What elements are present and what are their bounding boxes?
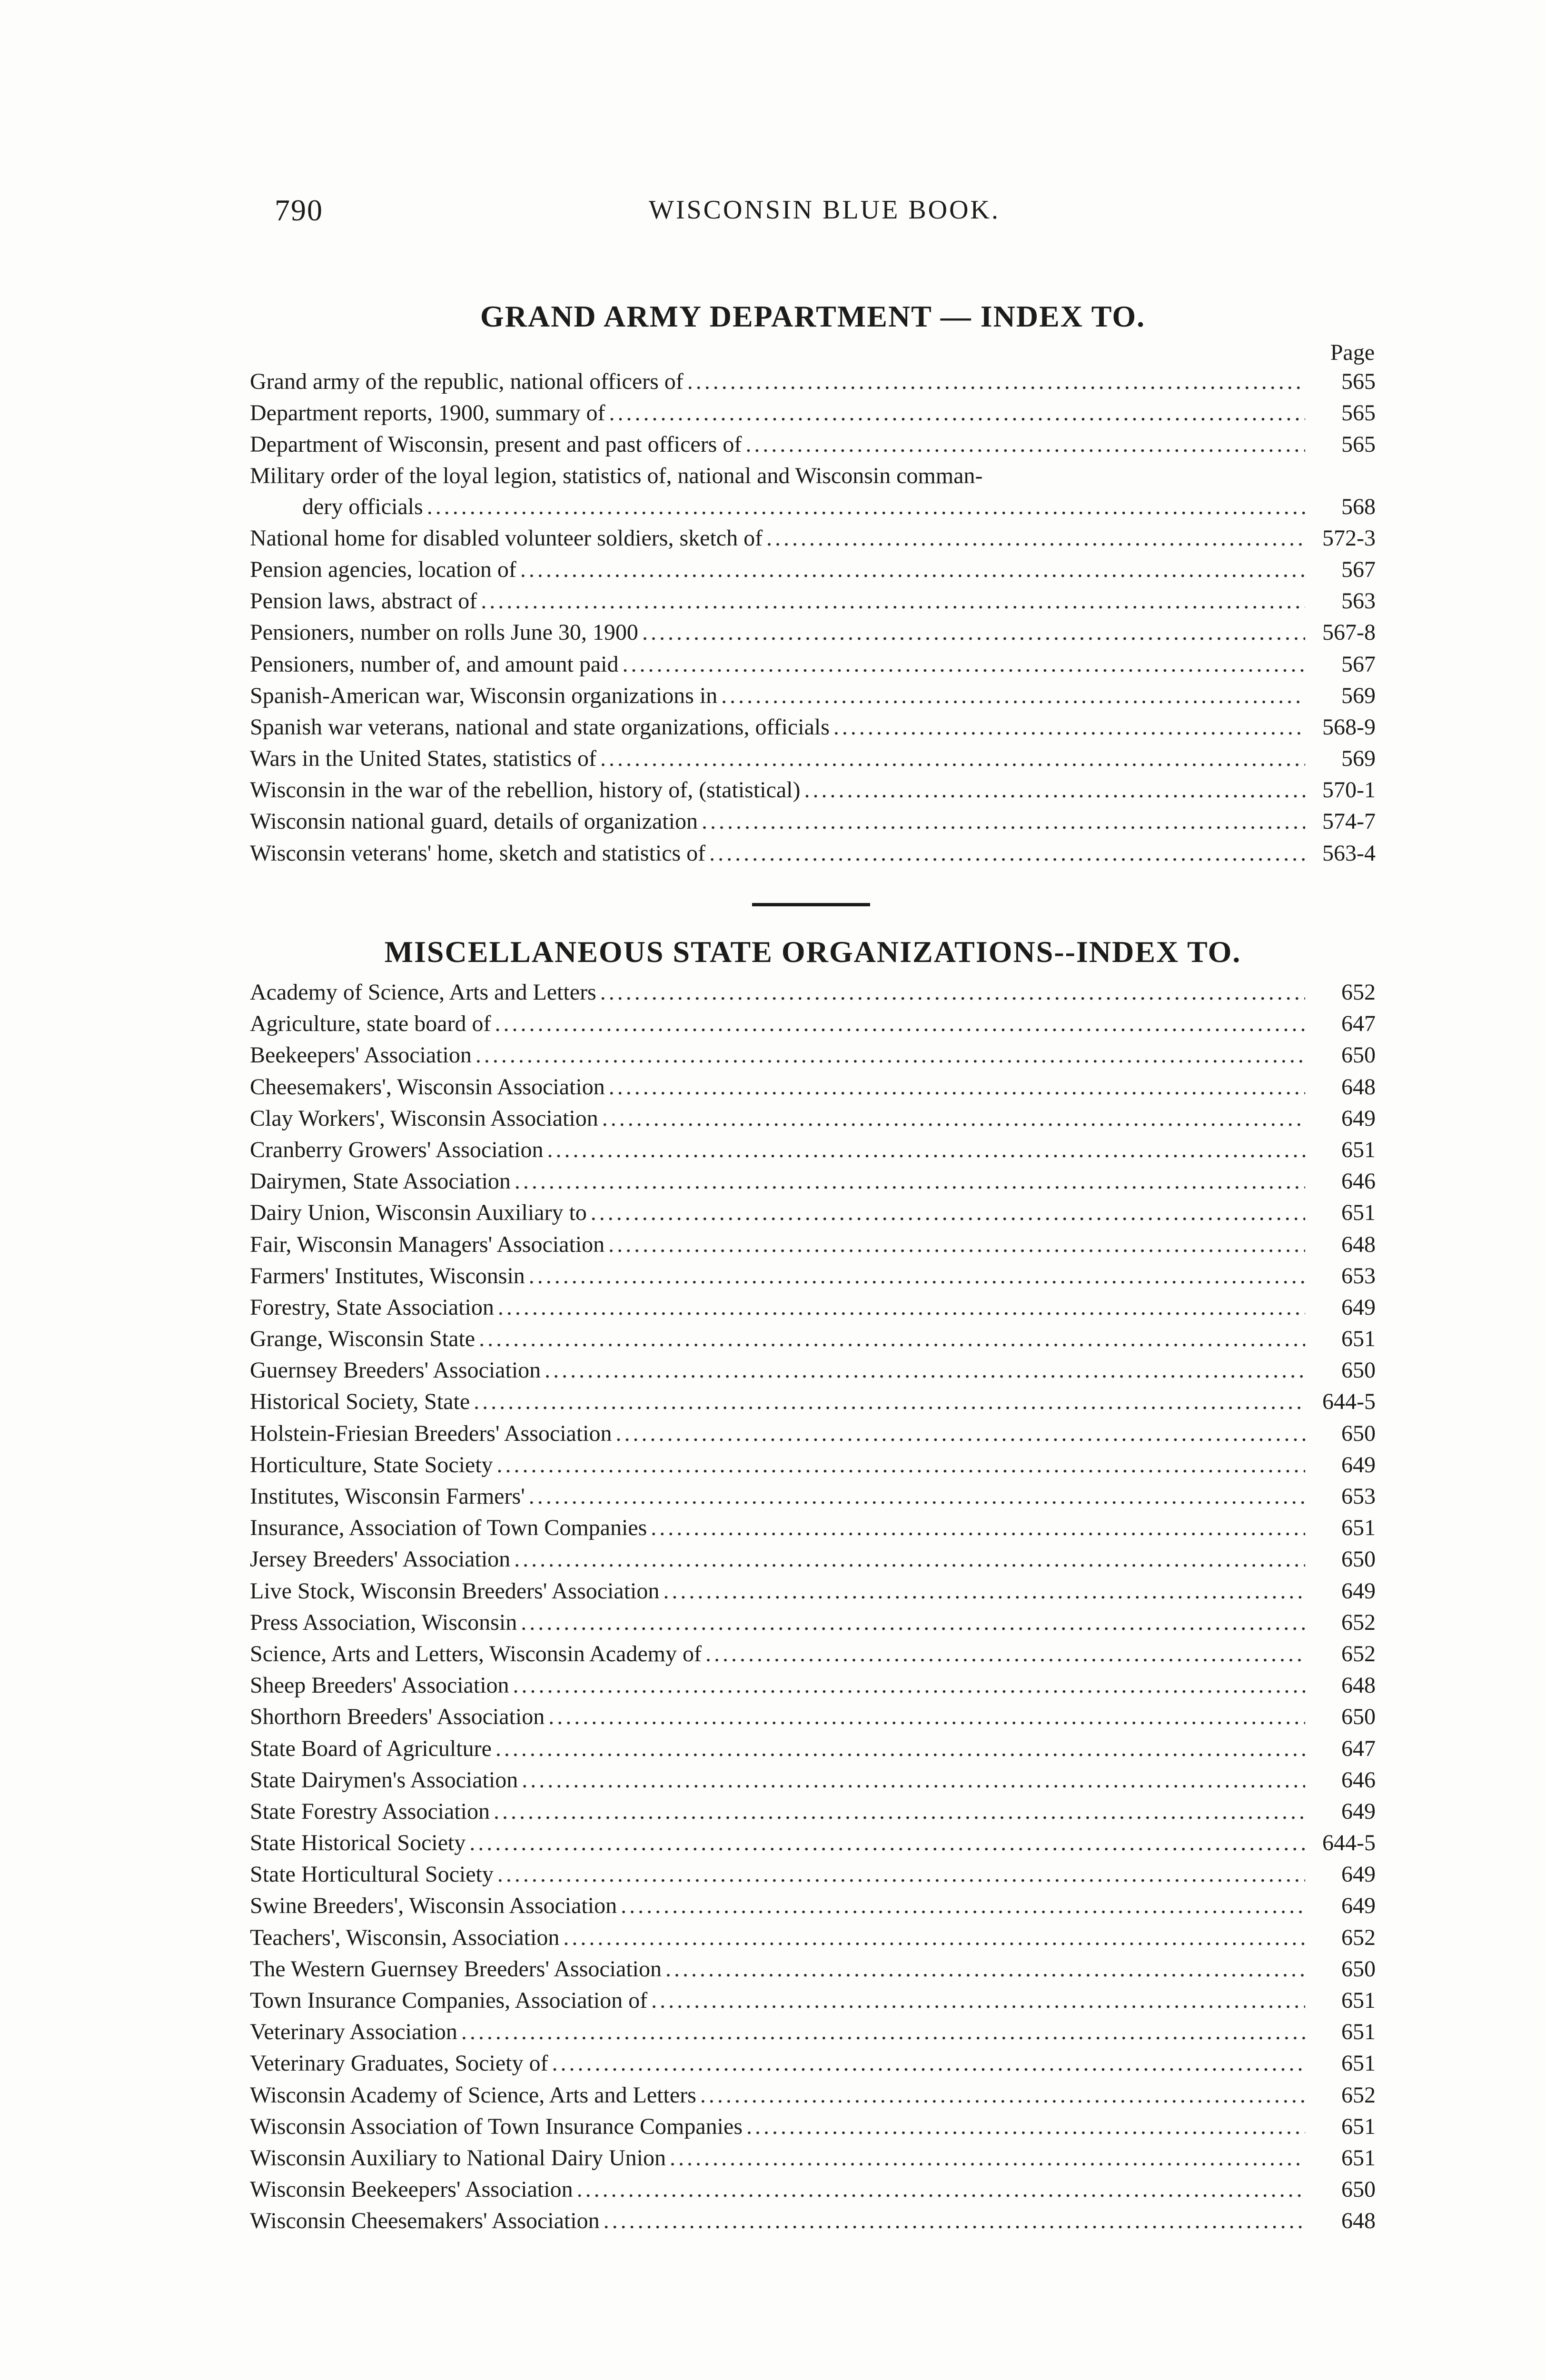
index-entry xyxy=(250,1576,1376,1607)
index-entry-page: 648 xyxy=(1341,1231,1376,1257)
index-entry-page: 652 xyxy=(1341,1641,1376,1666)
index-entry-page: 649 xyxy=(1341,1798,1376,1824)
index-entry xyxy=(250,1229,1376,1260)
index-entry-title: Spanish war veterans, national and state organizations, officials xyxy=(250,714,830,740)
index-entry xyxy=(250,429,1376,460)
index-entry-title: Military order of the loyal legion, statistics of, national and Wisconsin comman- xyxy=(250,463,983,488)
dot-leader xyxy=(552,2048,1305,2079)
dot-leader xyxy=(469,1827,1305,1859)
index-entry-page: 649 xyxy=(1341,1105,1376,1131)
index-entry xyxy=(250,1386,1376,1418)
index-entry-title: Wisconsin Cheesemakers' Association xyxy=(250,2208,600,2234)
index-entry-page: 572-3 xyxy=(1322,525,1376,551)
index-entry-page: 651 xyxy=(1341,2051,1376,2076)
index-entry xyxy=(250,1481,1376,1512)
index-entry-title: Wisconsin veterans' home, sketch and statistics of xyxy=(250,840,706,866)
dot-leader xyxy=(609,397,1305,429)
dot-leader xyxy=(623,649,1305,680)
index-entry-page: 650 xyxy=(1341,1042,1376,1068)
index-entry xyxy=(250,1701,1376,1733)
index-entry-title: State Board of Agriculture xyxy=(250,1735,492,1761)
dot-leader xyxy=(515,1166,1305,1197)
index-entry-page: 644-5 xyxy=(1322,1389,1376,1415)
index-entry-page: 649 xyxy=(1341,1578,1376,1604)
dot-leader xyxy=(474,1386,1305,1418)
index-entry xyxy=(250,838,1376,869)
dot-leader xyxy=(514,1544,1305,1575)
index-entry-title: Cheesemakers', Wisconsin Association xyxy=(250,1074,605,1100)
index-entry xyxy=(250,1449,1376,1481)
index-entry-title: State Horticultural Society xyxy=(250,1862,494,1887)
index-entry-title: Veterinary Association xyxy=(250,2019,457,2045)
index-entry-title: Pensioners, number of, and amount paid xyxy=(250,651,619,677)
index-entry xyxy=(250,1134,1376,1166)
dot-leader xyxy=(746,2111,1305,2142)
index-entry-page: 650 xyxy=(1341,1547,1376,1572)
index-entry-title: Cranberry Growers' Association xyxy=(250,1137,544,1162)
dot-leader xyxy=(481,585,1305,617)
index-entry-page: 563-4 xyxy=(1322,840,1376,866)
index-entry-title: Shorthorn Breeders' Association xyxy=(250,1704,545,1730)
dot-leader xyxy=(804,774,1305,806)
index-entry-title: Clay Workers', Wisconsin Association xyxy=(250,1105,598,1131)
index-entry xyxy=(250,1765,1376,1796)
index-entry-page: 651 xyxy=(1341,2113,1376,2139)
index-entry xyxy=(250,712,1376,743)
index-entry xyxy=(250,523,1376,554)
dot-leader xyxy=(600,743,1305,774)
dot-leader xyxy=(497,1449,1305,1481)
index-entry-page: 649 xyxy=(1341,1862,1376,1887)
index-entry xyxy=(250,2080,1376,2111)
index-entry-page: 652 xyxy=(1341,1924,1376,1950)
index-entry-page: 646 xyxy=(1341,1169,1376,1194)
index-entry-title: Forestry, State Association xyxy=(250,1294,494,1320)
index-entry xyxy=(250,1890,1376,1922)
index-entry-title: Academy of Science, Arts and Letters xyxy=(250,980,596,1005)
index-entry xyxy=(250,977,1376,1008)
page-header xyxy=(275,193,1374,236)
index-entry-page: 567 xyxy=(1341,651,1376,677)
dot-leader xyxy=(663,1576,1305,1607)
index-entry-page: 565 xyxy=(1341,400,1376,426)
dot-leader xyxy=(665,1954,1305,1985)
index-entry-title: Guernsey Breeders' Association xyxy=(250,1358,541,1383)
dot-leader xyxy=(479,1323,1305,1355)
index-entry-page: 568-9 xyxy=(1322,714,1376,740)
index-entry xyxy=(250,1355,1376,1386)
index-entry-title: National home for disabled volunteer soldiers, sketch of xyxy=(250,525,763,551)
index-entry-page: 646 xyxy=(1341,1767,1376,1793)
misc-organizations-index-title: MISCELLANEOUS STATE ORGANIZATIONS--INDEX TO. xyxy=(384,935,1241,969)
index-entry-title: Grange, Wisconsin State xyxy=(250,1326,476,1352)
dot-leader xyxy=(461,2016,1305,2048)
index-entry-title: Holstein-Friesian Breeders' Association xyxy=(250,1420,612,1446)
dot-leader xyxy=(496,1733,1305,1765)
index-entry xyxy=(250,2142,1376,2174)
index-entry-title: Institutes, Wisconsin Farmers' xyxy=(250,1484,525,1509)
dot-leader xyxy=(702,806,1305,837)
index-entry-title: Horticulture, State Society xyxy=(250,1452,493,1478)
index-entry-page: 568 xyxy=(1341,494,1376,519)
page-number: 790 xyxy=(275,193,323,227)
index-entry xyxy=(250,1260,1376,1292)
dot-leader xyxy=(427,491,1305,523)
dot-leader xyxy=(476,1040,1305,1071)
dot-leader xyxy=(745,429,1305,460)
index-entry-title: Veterinary Graduates, Society of xyxy=(250,2051,548,2076)
index-entry-title: Department of Wisconsin, present and past officers of xyxy=(250,432,742,457)
index-entry xyxy=(250,806,1376,837)
index-entry-page: 650 xyxy=(1341,2177,1376,2202)
dot-leader xyxy=(621,1890,1305,1922)
dot-leader xyxy=(687,366,1305,397)
index-entry-title: Agriculture, state board of xyxy=(250,1011,491,1037)
index-entry-continuation: dery officials xyxy=(302,494,423,519)
index-entry xyxy=(250,2016,1376,2048)
index-entry-page: 647 xyxy=(1341,1735,1376,1761)
dot-leader xyxy=(591,1197,1305,1229)
dot-leader xyxy=(513,1670,1305,1701)
index-entry-page: 644-5 xyxy=(1322,1830,1376,1856)
index-entry-page: 648 xyxy=(1341,1673,1376,1698)
index-entry-title: Wisconsin Auxiliary to National Dairy Union xyxy=(250,2145,666,2171)
dot-leader xyxy=(521,1607,1305,1638)
index-entry-title: Press Association, Wisconsin xyxy=(250,1609,517,1635)
index-entry-page: 574-7 xyxy=(1322,809,1376,834)
index-entry-title: Jersey Breeders' Association xyxy=(250,1547,511,1572)
index-entry xyxy=(250,491,1376,523)
index-entry-title: Spanish-American war, Wisconsin organizations in xyxy=(250,683,718,708)
index-entry xyxy=(250,1323,1376,1355)
index-entry xyxy=(250,1071,1376,1103)
index-entry xyxy=(250,1985,1376,2016)
dot-leader xyxy=(700,2080,1305,2111)
running-title: WISCONSIN BLUE BOOK. xyxy=(649,195,1000,225)
grand-army-index-section xyxy=(250,298,1376,869)
index-entry-page: 563 xyxy=(1341,588,1376,614)
index-entry xyxy=(250,1827,1376,1859)
index-entry-title: Grand army of the republic, national officers of xyxy=(250,369,684,394)
index-entry xyxy=(250,2048,1376,2079)
dot-leader xyxy=(494,1796,1305,1827)
index-entry-page: 650 xyxy=(1341,1420,1376,1446)
index-entry-title: Beekeepers' Association xyxy=(250,1042,472,1068)
index-entry xyxy=(250,1292,1376,1323)
dot-leader xyxy=(721,680,1305,712)
index-entry-title: The Western Guernsey Breeders' Association xyxy=(250,1956,662,1982)
index-entry xyxy=(250,397,1376,429)
index-entry-title: Dairymen, State Association xyxy=(250,1169,511,1194)
index-entry xyxy=(250,1418,1376,1449)
index-entry-page: 570-1 xyxy=(1322,777,1376,803)
index-entry-page: 650 xyxy=(1341,1358,1376,1383)
index-entry xyxy=(250,1040,1376,1071)
index-entry-page: 652 xyxy=(1341,2082,1376,2108)
grand-army-index-list xyxy=(250,366,1376,869)
dot-leader xyxy=(705,1638,1305,1670)
index-entry-page: 651 xyxy=(1341,2019,1376,2045)
index-entry xyxy=(250,1512,1376,1544)
index-entry-title: Wisconsin national guard, details of organization xyxy=(250,809,698,834)
dot-leader xyxy=(529,1260,1305,1292)
index-entry xyxy=(250,585,1376,617)
index-entry xyxy=(250,1544,1376,1575)
index-entry-title: Pension laws, abstract of xyxy=(250,588,477,614)
section-divider xyxy=(752,903,870,906)
index-entry-title: Wisconsin Beekeepers' Association xyxy=(250,2177,573,2202)
dot-leader xyxy=(609,1071,1305,1103)
dot-leader xyxy=(495,1008,1305,1040)
index-entry xyxy=(250,366,1376,397)
index-entry-page: 651 xyxy=(1341,1137,1376,1162)
index-entry-page: 651 xyxy=(1341,2145,1376,2171)
index-entry-title: Wisconsin in the war of the rebellion, history of, (statistical) xyxy=(250,777,801,803)
index-entry xyxy=(250,1954,1376,1985)
dot-leader xyxy=(522,1765,1305,1796)
dot-leader xyxy=(529,1481,1305,1512)
index-entry-page: 652 xyxy=(1341,1609,1376,1635)
index-entry-page: 649 xyxy=(1341,1893,1376,1919)
index-entry-title: Department reports, 1900, summary of xyxy=(250,400,605,426)
index-entry-title: Farmers' Institutes, Wisconsin xyxy=(250,1263,525,1289)
index-entry-title: Teachers', Wisconsin, Association xyxy=(250,1924,560,1950)
index-entry-title: Live Stock, Wisconsin Breeders' Association xyxy=(250,1578,660,1604)
dot-leader xyxy=(608,1229,1305,1260)
index-entry-title: Historical Society, State xyxy=(250,1389,470,1415)
index-entry-title: State Historical Society xyxy=(250,1830,466,1856)
index-entry-title: Sheep Breeders' Association xyxy=(250,1673,509,1698)
dot-leader xyxy=(545,1355,1305,1386)
index-entry-title: Dairy Union, Wisconsin Auxiliary to xyxy=(250,1200,587,1226)
index-entry-page: 651 xyxy=(1341,1200,1376,1226)
dot-leader xyxy=(602,1103,1305,1134)
index-entry-page: 649 xyxy=(1341,1294,1376,1320)
page-column-header: Page xyxy=(1330,340,1375,365)
index-entry xyxy=(250,774,1376,806)
index-entry xyxy=(250,1733,1376,1765)
grand-army-index-title: GRAND ARMY DEPARTMENT — INDEX TO. xyxy=(480,299,1146,333)
index-entry-title: Wisconsin Association of Town Insurance Companies xyxy=(250,2113,743,2139)
index-entry-page: 569 xyxy=(1341,683,1376,708)
misc-organizations-index-section xyxy=(250,933,1376,2237)
index-entry xyxy=(250,1197,1376,1229)
index-entry xyxy=(250,2111,1376,2142)
dot-leader xyxy=(563,1922,1305,1954)
index-entry-title: Swine Breeders', Wisconsin Association xyxy=(250,1893,617,1919)
index-entry xyxy=(250,2205,1376,2237)
index-entry-page: 651 xyxy=(1341,1988,1376,2013)
index-entry-page: 650 xyxy=(1341,1704,1376,1730)
index-entry-title: State Dairymen's Association xyxy=(250,1767,518,1793)
dot-leader xyxy=(651,1512,1305,1544)
misc-organizations-index-list xyxy=(250,977,1376,2237)
index-entry xyxy=(250,1796,1376,1827)
index-entry-page: 649 xyxy=(1341,1452,1376,1478)
index-entry-title: Pension agencies, location of xyxy=(250,556,516,582)
dot-leader xyxy=(616,1418,1306,1449)
index-entry xyxy=(250,1008,1376,1040)
index-entry-page: 652 xyxy=(1341,980,1376,1005)
index-entry-page: 647 xyxy=(1341,1011,1376,1037)
index-entry xyxy=(250,1670,1376,1701)
dot-leader xyxy=(600,977,1305,1008)
dot-leader xyxy=(670,2142,1305,2174)
dot-leader xyxy=(642,617,1305,648)
index-entry-page: 653 xyxy=(1341,1484,1376,1509)
dot-leader xyxy=(833,712,1305,743)
dot-leader xyxy=(547,1134,1306,1166)
index-entry-page: 569 xyxy=(1341,746,1376,772)
index-entry-title: Fair, Wisconsin Managers' Association xyxy=(250,1231,605,1257)
index-entry-page: 653 xyxy=(1341,1263,1376,1289)
index-entry-title: Town Insurance Companies, Association of xyxy=(250,1988,648,2013)
dot-leader xyxy=(497,1859,1305,1890)
index-entry xyxy=(250,1859,1376,1890)
index-entry-page: 565 xyxy=(1341,369,1376,394)
dot-leader xyxy=(548,1701,1305,1733)
index-entry xyxy=(250,1607,1376,1638)
index-entry-page: 567 xyxy=(1341,556,1376,582)
index-entry-title: Wisconsin Academy of Science, Arts and Letters xyxy=(250,2082,696,2108)
index-entry xyxy=(250,649,1376,680)
index-entry-title: Wars in the United States, statistics of xyxy=(250,746,597,772)
index-entry-title: Science, Arts and Letters, Wisconsin Academy of xyxy=(250,1641,702,1666)
index-entry-page: 648 xyxy=(1341,1074,1376,1100)
index-entry-page: 651 xyxy=(1341,1515,1376,1541)
index-entry-page: 648 xyxy=(1341,2208,1376,2234)
dot-leader xyxy=(766,523,1305,554)
index-entry xyxy=(250,1638,1376,1670)
index-entry-page: 567-8 xyxy=(1322,620,1376,645)
dot-leader xyxy=(577,2174,1305,2205)
index-entry xyxy=(250,743,1376,774)
index-entry xyxy=(250,680,1376,712)
index-entry-page: 651 xyxy=(1341,1326,1376,1352)
dot-leader xyxy=(651,1985,1305,2016)
index-entry-title: Insurance, Association of Town Companies xyxy=(250,1515,647,1541)
index-entry xyxy=(250,554,1376,585)
index-entry-title: Pensioners, number on rolls June 30, 1900 xyxy=(250,620,638,645)
index-entry-page: 650 xyxy=(1341,1956,1376,1982)
index-entry xyxy=(250,1103,1376,1134)
index-entry xyxy=(250,617,1376,648)
dot-leader xyxy=(520,554,1305,585)
index-entry-title: State Forestry Association xyxy=(250,1798,490,1824)
dot-leader xyxy=(709,838,1305,869)
index-entry xyxy=(250,1922,1376,1954)
index-entry xyxy=(250,2174,1376,2205)
index-entry xyxy=(250,1166,1376,1197)
dot-leader xyxy=(604,2205,1305,2237)
dot-leader xyxy=(498,1292,1305,1323)
index-entry-page: 565 xyxy=(1341,432,1376,457)
